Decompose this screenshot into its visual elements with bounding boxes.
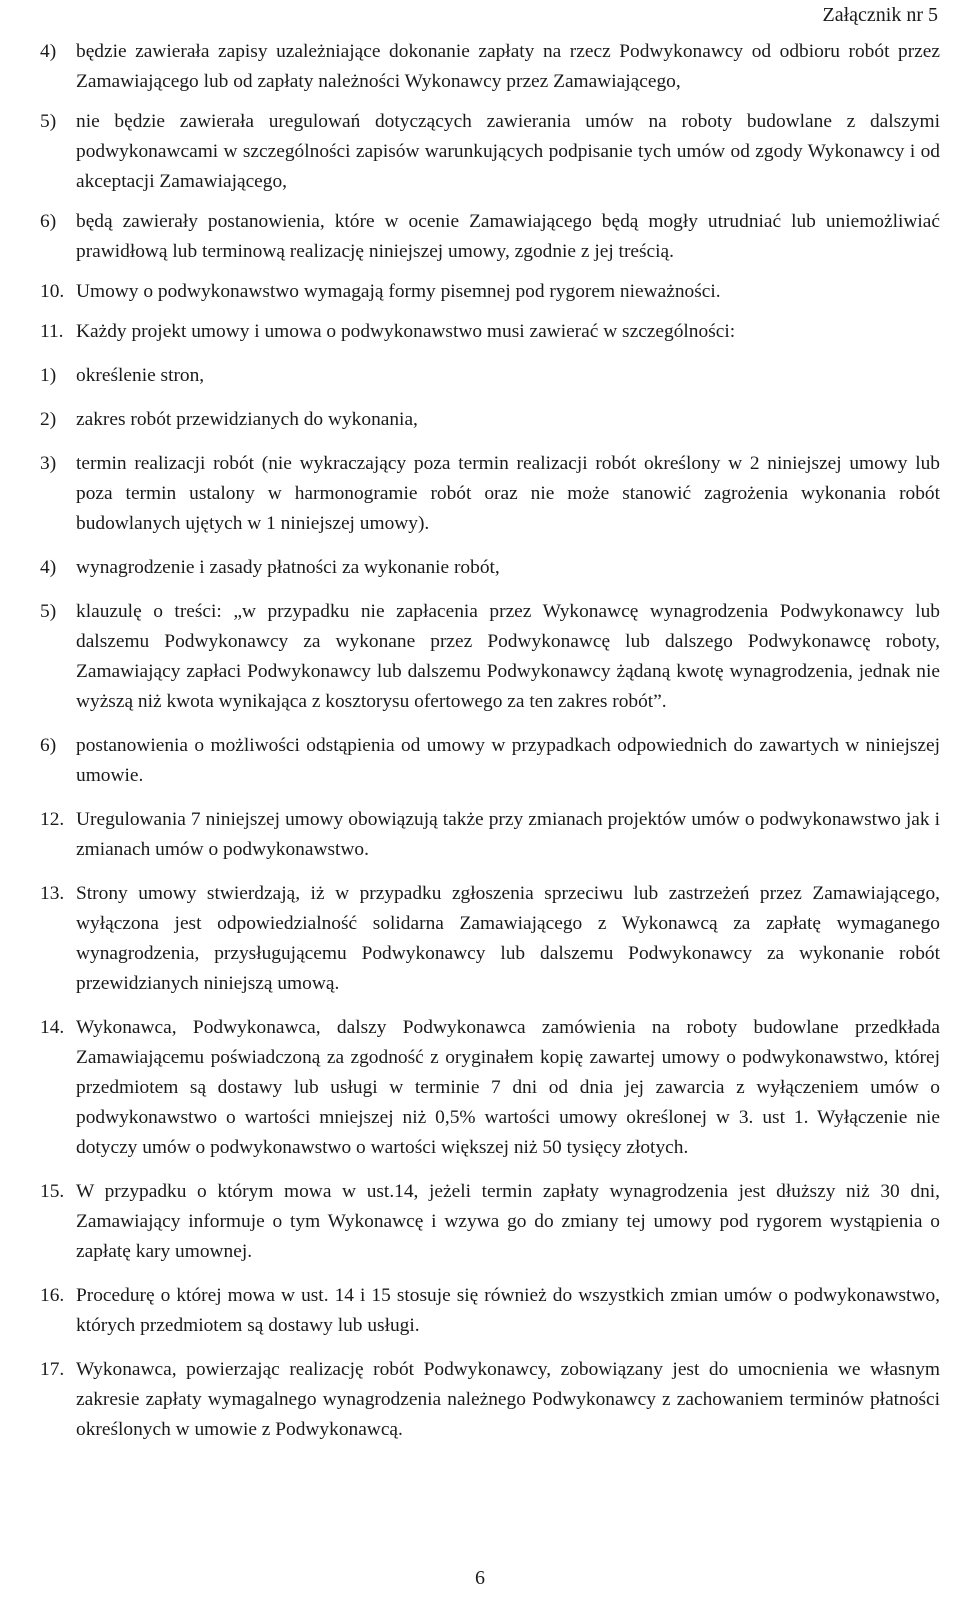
item-number: 5) xyxy=(40,111,57,132)
item-number: 4) xyxy=(40,41,57,62)
section-item xyxy=(40,317,940,347)
section-item xyxy=(40,805,940,865)
section-text: Strony umowy stwierdzają, iż w przypadku zgłoszenia sprzeciwu lub zastrzeżeń przez Zamawiającego, wyłączona jest odpowiedzialność solidarna Zamawiającego z Wykonawcą za zapłatę wymaganego wynagrodzenia, przysługującemu Podwykonawcy lub dalszemu Podwykonawcy za wykonanie robót przewidzianych niniejszą umową. xyxy=(76,883,940,994)
item-number: 3) xyxy=(40,453,57,474)
item-text: określenie stron, xyxy=(76,365,205,386)
section-item xyxy=(40,1013,940,1163)
section-item xyxy=(40,1177,940,1267)
section-text: Umowy o podwykonawstwo wymagają formy pisemnej pod rygorem nieważności. xyxy=(76,281,721,302)
section-number: 15. xyxy=(40,1181,65,1202)
item-number: 4) xyxy=(40,557,57,578)
item-text: nie będzie zawierała uregulowań dotyczących zawierania umów na roboty budowlane z dalszymi podwykonawcami w szczególności zapisów warunkujących podpisanie tych umów od zgody Wykonawcy i od akceptacji Zamawiającego, xyxy=(76,111,940,192)
section-text: Wykonawca, Podwykonawca, dalszy Podwykonawca zamówienia na roboty budowlane przedkłada Zamawiającemu poświadczoną za zgodność z oryginałem kopię zawartej umowy o podwykonawstwo, której przedmiotem są dostawy lub usługi w terminie 7 dni od dnia jej zawarcia z wyłączeniem umów o podwykonawstwo o wartości mniejszej niż 0,5% wartości umowy określonej w 3. ust 1. Wyłączenie nie dotyczy umów o podwykonawstwo o wartości większej niż 50 tysięcy złotych. xyxy=(76,1017,940,1158)
item-text: zakres robót przewidzianych do wykonania, xyxy=(76,409,418,430)
item-text: postanowienia o możliwości odstąpienia od umowy w przypadkach odpowiednich do zawartych w niniejszej umowie. xyxy=(76,735,940,786)
section-item xyxy=(40,1281,940,1341)
document-body xyxy=(40,37,940,1445)
item-text: termin realizacji robót (nie wykraczający poza termin realizacji robót określony w 2 niniejszej umowy lub poza termin ustalony w harmonogramie robót oraz nie może stanowić zagrożenia wykonania robót budowlanych ujętych w 1 niniejszej umowy). xyxy=(76,453,940,534)
section-number: 11. xyxy=(40,321,64,342)
section-item xyxy=(40,879,940,999)
list-item xyxy=(40,553,940,583)
list-item xyxy=(40,37,940,97)
section-number: 17. xyxy=(40,1359,65,1380)
list-item xyxy=(40,361,940,391)
item-number: 6) xyxy=(40,735,57,756)
list-item xyxy=(40,597,940,717)
attachment-label: Załącznik nr 5 xyxy=(822,4,938,26)
section-number: 13. xyxy=(40,883,65,904)
section-text: Wykonawca, powierzając realizację robót Podwykonawcy, zobowiązany jest do umocnienia we własnym zakresie zapłaty wymagalnego wynagrodzenia należnego Podwykonawcy z zachowaniem terminów płatności określonych w umowie z Podwykonawcą. xyxy=(76,1359,940,1440)
section-number: 12. xyxy=(40,809,65,830)
item-text: będą zawierały postanowienia, które w ocenie Zamawiającego będą mogły utrudniać lub uniemożliwiać prawidłową lub terminową realizację niniejszej umowy, zgodnie z jej treścią. xyxy=(76,211,940,262)
list-item xyxy=(40,449,940,539)
section-number: 14. xyxy=(40,1017,65,1038)
section-text: W przypadku o którym mowa w ust.14, jeżeli termin zapłaty wynagrodzenia jest dłuższy niż 30 dni, Zamawiający informuje o tym Wykonawcę i wzywa go do zmiany tej umowy pod rygorem wystąpienia o zapłatę kary umownej. xyxy=(76,1181,940,1262)
list-item xyxy=(40,107,940,197)
list-item xyxy=(40,207,940,267)
item-number: 6) xyxy=(40,211,57,232)
list-item xyxy=(40,731,940,791)
section-item xyxy=(40,277,940,307)
page-number: 6 xyxy=(475,1567,485,1589)
section-text: Każdy projekt umowy i umowa o podwykonawstwo musi zawierać w szczególności: xyxy=(76,321,736,342)
item-number: 5) xyxy=(40,601,57,622)
section-number: 16. xyxy=(40,1285,65,1306)
section-text: Uregulowania 7 niniejszej umowy obowiązują także przy zmianach projektów umów o podwykonawstwo jak i zmianach umów o podwykonawstwo. xyxy=(76,809,940,860)
item-text: wynagrodzenie i zasady płatności za wykonanie robót, xyxy=(76,557,500,578)
list-item xyxy=(40,405,940,435)
item-text: klauzulę o treści: „w przypadku nie zapłacenia przez Wykonawcę wynagrodzenia Podwykonawcy lub dalszemu Podwykonawcy za wykonane przez Podwykonawcę lub dalszego Podwykonawcę roboty, Zamawiający zapłaci Podwykonawcy lub dalszemu Podwykonawcy żądaną kwotę wynagrodzenia, jednak nie wyższą niż kwota wynikająca z kosztorysu ofertowego za ten zakres robót”. xyxy=(76,601,940,712)
item-text: będzie zawierała zapisy uzależniające dokonanie zapłaty na rzecz Podwykonawcy od odbioru robót przez Zamawiającego lub od zapłaty należności Wykonawcy przez Zamawiającego, xyxy=(76,41,940,92)
item-number: 2) xyxy=(40,409,57,430)
section-text: Procedurę o której mowa w ust. 14 i 15 stosuje się również do wszystkich zmian umów o podwykonawstwo, których przedmiotem są dostawy lub usługi. xyxy=(76,1285,940,1336)
item-number: 1) xyxy=(40,365,57,386)
section-number: 10. xyxy=(40,281,65,302)
section-item xyxy=(40,1355,940,1445)
